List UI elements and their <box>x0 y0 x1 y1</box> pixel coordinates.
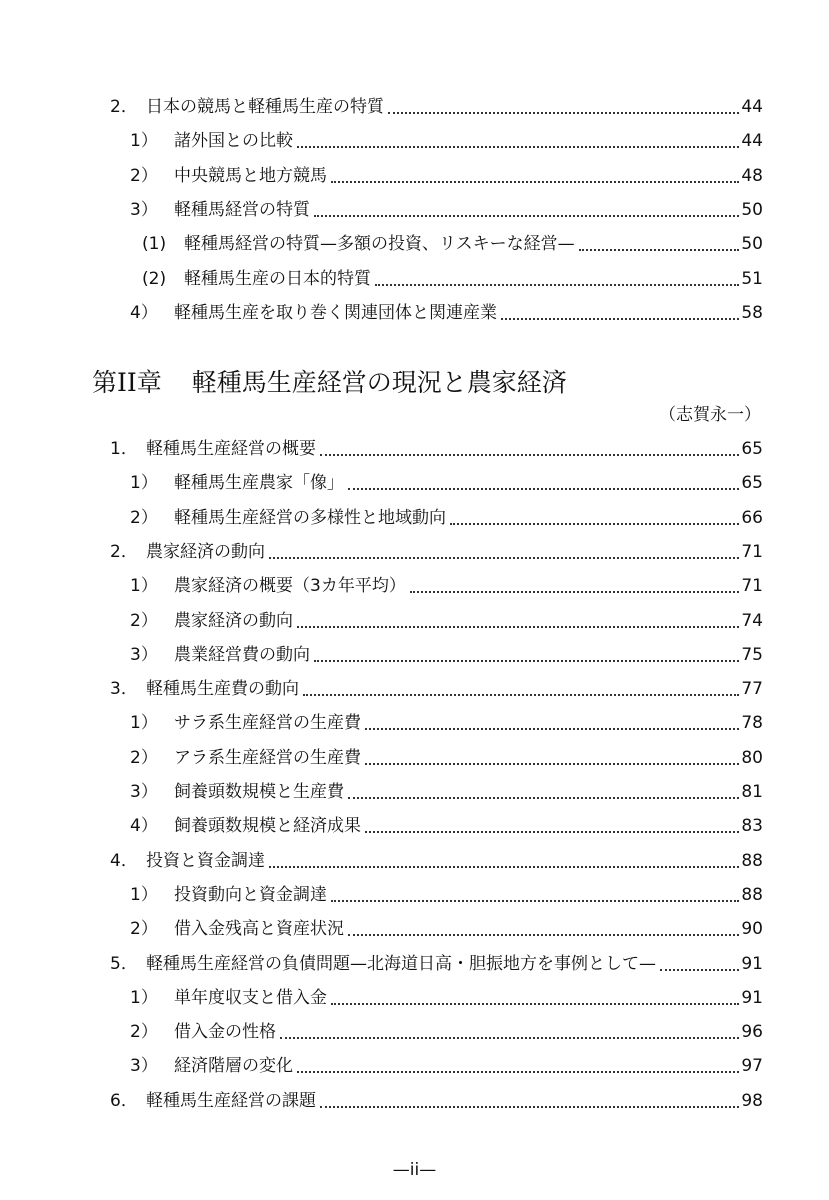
toc-entry-number: 3． <box>110 676 138 702</box>
toc-entry-page: 88 <box>741 848 763 874</box>
toc-entry-number: 1） <box>130 573 158 599</box>
toc-entry-number: 2） <box>130 505 158 531</box>
toc-entry-page: 78 <box>741 710 763 736</box>
toc-entry-number: (2) <box>142 266 166 292</box>
toc-entry-title: 農業経営費の動向 <box>174 642 310 668</box>
toc-entry[interactable] <box>0 1053 829 1079</box>
toc-entry-page: 77 <box>741 676 763 702</box>
toc-entry-number: 1． <box>110 436 138 462</box>
toc-entry-page: 44 <box>741 128 763 154</box>
toc-leader-dots <box>375 284 739 286</box>
toc-entry-page: 50 <box>741 231 763 257</box>
toc-entry-title: 投資と資金調達 <box>146 848 265 874</box>
toc-entry-title: 飼養頭数規模と生産費 <box>174 779 344 805</box>
toc-entry-page: 90 <box>741 916 763 942</box>
chapter-title: 軽種馬生産経営の現況と農家経済 <box>191 368 567 397</box>
toc-leader-dots <box>365 728 739 730</box>
toc-entry[interactable] <box>0 1019 829 1045</box>
toc-entry-number: 1） <box>130 710 158 736</box>
toc-entry-title: 借入金の性格 <box>174 1019 276 1045</box>
toc-entry-number: 2． <box>110 539 138 565</box>
chapter-heading <box>92 366 567 400</box>
toc-leader-dots <box>269 557 739 559</box>
toc-entry-page: 48 <box>741 163 763 189</box>
toc-entry-title: 借入金残高と資産状況 <box>174 916 344 942</box>
toc-entry-page: 96 <box>741 1019 763 1045</box>
toc-entry[interactable] <box>0 848 829 874</box>
toc-entry-number: 2） <box>130 916 158 942</box>
toc-entry-page: 50 <box>741 197 763 223</box>
toc-leader-dots <box>365 763 739 765</box>
toc-entry[interactable] <box>0 266 829 292</box>
toc-leader-dots <box>410 591 739 593</box>
toc-entry-number: 4） <box>130 813 158 839</box>
toc-entry-number: 2） <box>130 1019 158 1045</box>
toc-entry-number: 1） <box>130 128 158 154</box>
toc-leader-dots <box>314 215 739 217</box>
toc-entry-number: 3） <box>130 779 158 805</box>
toc-entry[interactable] <box>0 128 829 154</box>
toc-leader-dots <box>297 1071 739 1073</box>
toc-entry[interactable] <box>0 470 829 496</box>
toc-entry-number: 1） <box>130 882 158 908</box>
toc-leader-dots <box>331 181 739 183</box>
toc-entry[interactable] <box>0 710 829 736</box>
toc-leader-dots <box>280 1037 739 1039</box>
toc-entry-title: 中央競馬と地方競馬 <box>174 163 327 189</box>
toc-entry-title: 単年度収支と借入金 <box>174 985 327 1011</box>
toc-entry-title: 軽種馬生産を取り巻く関連団体と関連産業 <box>174 300 497 326</box>
toc-entry[interactable] <box>0 94 829 120</box>
toc-entry[interactable] <box>0 573 829 599</box>
chapter-label: 第II章 <box>92 368 162 397</box>
toc-entry-page: 74 <box>741 608 763 634</box>
toc-entry-page: 65 <box>741 436 763 462</box>
toc-entry[interactable] <box>0 985 829 1011</box>
toc-entry[interactable] <box>0 813 829 839</box>
toc-entry-page: 65 <box>741 470 763 496</box>
toc-entry-page: 44 <box>741 94 763 120</box>
toc-entry-title: 軽種馬生産の日本的特質 <box>184 266 371 292</box>
toc-entry[interactable] <box>0 163 829 189</box>
toc-entry-page: 71 <box>741 539 763 565</box>
toc-leader-dots <box>388 112 739 114</box>
toc-entry-title: 農家経済の動向 <box>146 539 265 565</box>
toc-entry-title: アラ系生産経営の生産費 <box>174 745 361 771</box>
toc-entry-number: 3） <box>130 642 158 668</box>
toc-entry-title: 軽種馬経営の特質 <box>174 197 310 223</box>
toc-entry-number: 3） <box>130 1053 158 1079</box>
toc-entry-title: 諸外国との比較 <box>174 128 293 154</box>
toc-leader-dots <box>660 969 739 971</box>
toc-entry[interactable] <box>0 505 829 531</box>
toc-entry-number: 6． <box>110 1088 138 1114</box>
toc-entry[interactable] <box>0 300 829 326</box>
toc-entry-page: 91 <box>741 951 763 977</box>
toc-entry[interactable] <box>0 882 829 908</box>
toc-entry-page: 58 <box>741 300 763 326</box>
toc-entry-number: (1) <box>142 231 166 257</box>
toc-entry[interactable] <box>0 676 829 702</box>
toc-entry-page: 66 <box>741 505 763 531</box>
toc-entry-title: 飼養頭数規模と経済成果 <box>174 813 361 839</box>
toc-entry[interactable] <box>0 608 829 634</box>
toc-entry-title: 軽種馬生産経営の負債問題—北海道日高・胆振地方を事例として— <box>146 951 656 977</box>
toc-leader-dots <box>320 1106 739 1108</box>
toc-leader-dots <box>501 318 739 320</box>
toc-entry-page: 81 <box>741 779 763 805</box>
toc-leader-dots <box>348 934 739 936</box>
toc-entry[interactable] <box>0 779 829 805</box>
toc-leader-dots <box>297 626 739 628</box>
toc-entry-page: 97 <box>741 1053 763 1079</box>
toc-leader-dots <box>450 523 739 525</box>
toc-leader-dots <box>314 660 739 662</box>
toc-leader-dots <box>331 1003 739 1005</box>
toc-entry-title: 軽種馬生産費の動向 <box>146 676 299 702</box>
toc-leader-dots <box>297 146 739 148</box>
toc-entry-page: 88 <box>741 882 763 908</box>
toc-entry[interactable] <box>0 231 829 257</box>
toc-entry-title: 経済階層の変化 <box>174 1053 293 1079</box>
toc-entry-number: 1） <box>130 470 158 496</box>
toc-entry-title: サラ系生産経営の生産費 <box>174 710 361 736</box>
page-number-footer: —ii— <box>392 1160 437 1180</box>
toc-entry-page: 51 <box>741 266 763 292</box>
toc-leader-dots <box>348 488 739 490</box>
toc-leader-dots <box>579 249 739 251</box>
toc-entry-page: 71 <box>741 573 763 599</box>
toc-entry-title: 農家経済の動向 <box>174 608 293 634</box>
toc-entry-number: 1） <box>130 985 158 1011</box>
toc-entry[interactable] <box>0 642 829 668</box>
toc-entry-page: 98 <box>741 1088 763 1114</box>
toc-entry-number: 2． <box>110 94 138 120</box>
chapter-author: （志賀永一） <box>659 405 761 425</box>
toc-entry[interactable] <box>0 1088 829 1114</box>
toc-entry-number: 2） <box>130 163 158 189</box>
toc-entry-title: 軽種馬生産経営の課題 <box>146 1088 316 1114</box>
toc-entry-page: 80 <box>741 745 763 771</box>
toc-entry-number: 2） <box>130 608 158 634</box>
toc-entry[interactable] <box>0 436 829 462</box>
toc-entry[interactable] <box>0 197 829 223</box>
toc-entry-title: 軽種馬生産経営の多様性と地域動向 <box>174 505 446 531</box>
toc-leader-dots <box>269 866 739 868</box>
toc-entry-number: 4） <box>130 300 158 326</box>
toc-entry-page: 91 <box>741 985 763 1011</box>
toc-entry[interactable] <box>0 951 829 977</box>
toc-entry-title: 日本の競馬と軽種馬生産の特質 <box>146 94 384 120</box>
toc-entry-number: 5． <box>110 951 138 977</box>
toc-entry-title: 軽種馬生産農家「像」 <box>174 470 344 496</box>
toc-entry-page: 83 <box>741 813 763 839</box>
toc-entry-title: 軽種馬生産経営の概要 <box>146 436 316 462</box>
toc-leader-dots <box>365 831 739 833</box>
toc-entry[interactable] <box>0 916 829 942</box>
toc-entry-number: 3） <box>130 197 158 223</box>
toc-leader-dots <box>320 454 739 456</box>
toc-entry-page: 75 <box>741 642 763 668</box>
toc-leader-dots <box>348 797 739 799</box>
toc-leader-dots <box>331 900 739 902</box>
toc-leader-dots <box>303 694 739 696</box>
toc-entry-title: 軽種馬経営の特質—多額の投資、リスキーな経営— <box>184 231 575 257</box>
toc-entry-number: 2） <box>130 745 158 771</box>
toc-entry-title: 農家経済の概要（3カ年平均） <box>174 573 406 599</box>
toc-entry[interactable] <box>0 745 829 771</box>
toc-entry-number: 4． <box>110 848 138 874</box>
toc-entry[interactable] <box>0 539 829 565</box>
toc-entry-title: 投資動向と資金調達 <box>174 882 327 908</box>
